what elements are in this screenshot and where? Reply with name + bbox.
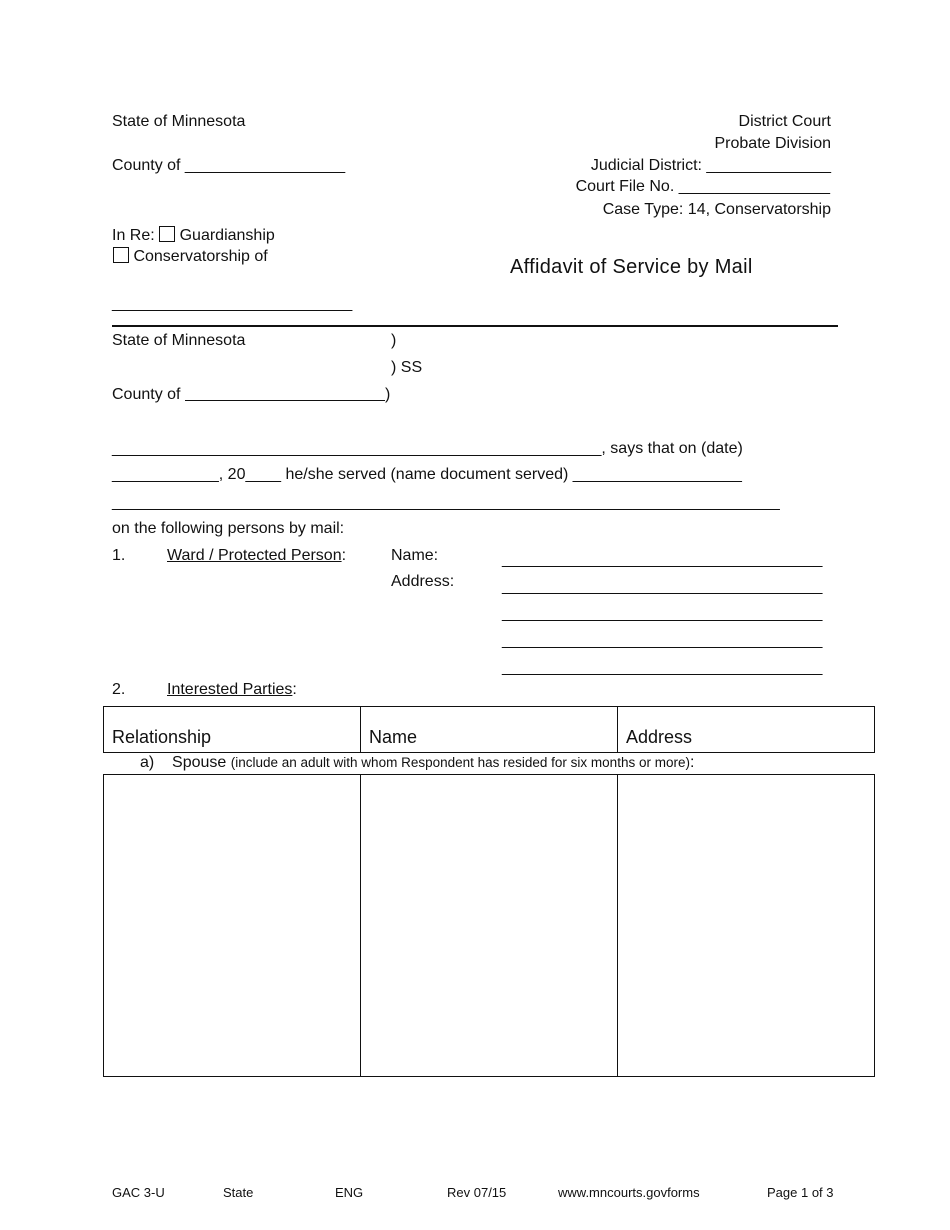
guardianship-label: Guardianship xyxy=(179,227,275,244)
section-1-colon: : xyxy=(341,547,347,564)
venue-paren-1: ) xyxy=(391,332,397,349)
spouse-name-cell[interactable] xyxy=(361,775,618,1077)
conservatorship-label: Conservatorship of xyxy=(133,248,268,265)
col-address: Address xyxy=(618,707,875,753)
court-file-field[interactable]: Court File No. _________________ xyxy=(575,178,830,195)
page-title: Affidavit of Service by Mail xyxy=(510,256,753,278)
venue-county-label: County of xyxy=(112,386,181,403)
section-2-colon: : xyxy=(292,681,297,698)
section-1-number: 1. xyxy=(112,547,126,564)
parties-header-table xyxy=(103,706,875,753)
division-label: Probate Division xyxy=(714,135,831,152)
col-name: Name xyxy=(361,707,618,753)
served-line[interactable]: ____________, 20____ he/she served (name document served) ___________________ xyxy=(112,466,742,483)
footer-scope: State xyxy=(223,1185,254,1200)
ward-name-input[interactable]: ____________________________________ xyxy=(502,551,823,568)
footer-page: Page 1 of 3 xyxy=(767,1185,834,1200)
ward-address-input-2[interactable]: ____________________________________ xyxy=(502,605,823,622)
venue-ss: ) SS xyxy=(391,359,423,376)
court-label: District Court xyxy=(738,113,831,130)
document-line[interactable]: _____________________________________________________________________________ xyxy=(112,494,780,511)
section-1-label: Ward / Protected Person xyxy=(167,547,342,564)
spouse-table xyxy=(103,774,875,1077)
footer-url[interactable]: www.mncourts.govforms xyxy=(558,1185,700,1200)
conservatorship-checkbox[interactable] xyxy=(113,247,129,263)
following-label: on the following persons by mail: xyxy=(112,520,345,537)
spouse-letter: a) xyxy=(140,754,155,771)
case-type-label: Case Type: 14, Conservatorship xyxy=(602,201,831,218)
guardianship-checkbox[interactable] xyxy=(159,226,175,242)
spouse-address-cell[interactable] xyxy=(618,775,875,1077)
ward-address-label: Address: xyxy=(391,573,455,590)
footer-language: ENG xyxy=(335,1185,364,1200)
spouse-relationship-cell[interactable] xyxy=(104,775,361,1077)
venue-paren-3: ) xyxy=(384,386,391,403)
conservatorship-row xyxy=(113,247,268,266)
col-relationship: Relationship xyxy=(104,707,361,753)
section-1-heading xyxy=(167,547,346,565)
spouse-colon: : xyxy=(689,754,695,771)
ward-name-line[interactable]: ___________________________ xyxy=(112,295,353,312)
judicial-district-field[interactable]: Judicial District: ______________ xyxy=(590,157,831,174)
ward-address-input-4[interactable]: ____________________________________ xyxy=(502,659,823,676)
ward-address-input-3[interactable]: ____________________________________ xyxy=(502,632,823,649)
section-2-number: 2. xyxy=(112,681,126,698)
state-label: State of Minnesota xyxy=(112,113,246,130)
county-field[interactable]: County of __________________ xyxy=(112,157,346,174)
venue-county-row xyxy=(112,386,390,404)
spouse-label: Spouse xyxy=(172,754,227,771)
affiant-line[interactable]: _______________________________________________________, says that on (date) xyxy=(112,440,743,457)
in-re-row xyxy=(112,226,275,245)
section-2-heading xyxy=(167,681,297,699)
in-re-label: In Re: xyxy=(112,227,155,244)
footer-revision: Rev 07/15 xyxy=(447,1185,507,1200)
ward-name-label: Name: xyxy=(391,547,439,564)
venue-state: State of Minnesota xyxy=(112,332,246,349)
section-2-label: Interested Parties xyxy=(167,681,293,698)
spouse-row-label xyxy=(140,754,694,772)
footer-form-id: GAC 3-U xyxy=(112,1185,165,1200)
ward-address-input-1[interactable]: ____________________________________ xyxy=(502,578,823,595)
spouse-note: (include an adult with whom Respondent has resided for six months or more) xyxy=(230,755,690,770)
header-divider xyxy=(112,325,838,327)
venue-county-input[interactable] xyxy=(185,386,385,401)
